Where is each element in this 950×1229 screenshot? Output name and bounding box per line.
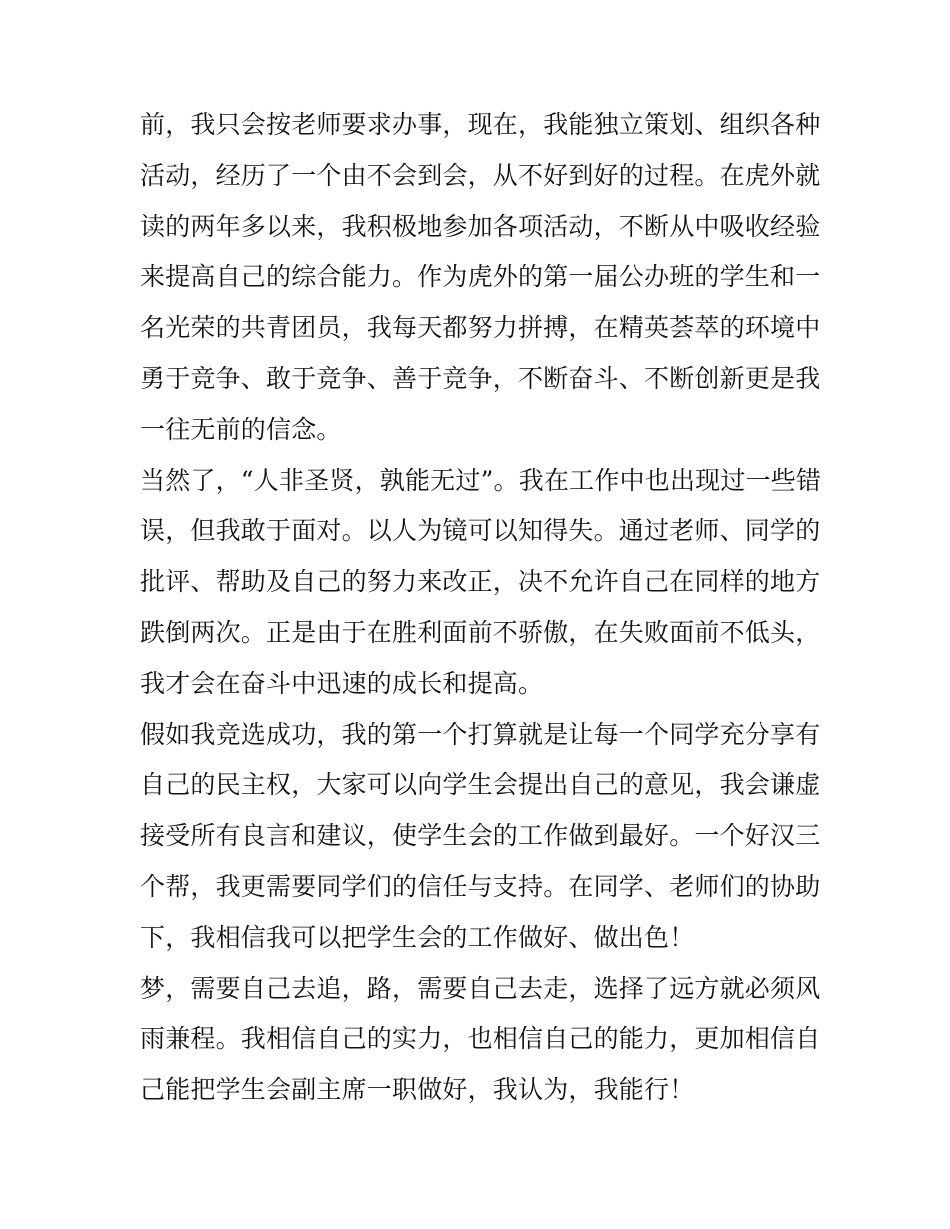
text-line: 来提高自己的综合能力。作为虎外的第一届公办班的学生和一	[140, 262, 821, 292]
text-line: 名光荣的共青团员，我每天都努力拼搏，在精英荟萃的环境中	[140, 313, 821, 343]
text-line: 误，但我敢于面对。以人为镜可以知得失。通过老师、同学的	[140, 516, 821, 546]
text-line: 个帮，我更需要同学们的信任与支持。在同学、老师们的协助	[140, 871, 821, 901]
text-line: 假如我竞选成功，我的第一个打算就是让每一个同学充分享有	[140, 719, 821, 749]
text-line: 梦，需要自己去追，路，需要自己去走，选择了远方就必须风	[140, 973, 821, 1003]
text-line: 自己的民主权，大家可以向学生会提出自己的意见，我会谦虚	[140, 770, 821, 800]
text-line: 己能把学生会副主席一职做好，我认为，我能行！	[140, 1075, 695, 1105]
text-line: 勇于竞争、敢于竞争、善于竞争，不断奋斗、不断创新更是我	[140, 363, 821, 393]
body-text	[140, 100, 820, 1116]
text-line: 读的两年多以来，我积极地参加各项活动，不断从中吸收经验	[140, 211, 821, 241]
text-line: 批评、帮助及自己的努力来改正，决不允许自己在同样的地方	[140, 567, 821, 597]
text-line: 当然了，“人非圣贤，孰能无过”。我在工作中也出现过一些错	[140, 465, 822, 495]
text-line: 活动，经历了一个由不会到会，从不好到好的过程。在虎外就	[140, 160, 821, 190]
text-line: 前，我只会按老师要求办事，现在，我能独立策划、组织各种	[140, 110, 821, 139]
text-line: 雨兼程。我相信自己的实力，也相信自己的能力，更加相信自	[140, 1024, 821, 1054]
text-line: 跌倒两次。正是由于在胜利面前不骄傲，在失败面前不低头，	[140, 617, 821, 647]
text-line: 接受所有良言和建议，使学生会的工作做到最好。一个好汉三	[140, 821, 821, 851]
text-line: 下，我相信我可以把学生会的工作做好、做出色！	[140, 922, 695, 952]
text-line: 我才会在奋斗中迅速的成长和提高。	[140, 668, 544, 698]
text-line: 一往无前的信念。	[140, 414, 342, 444]
